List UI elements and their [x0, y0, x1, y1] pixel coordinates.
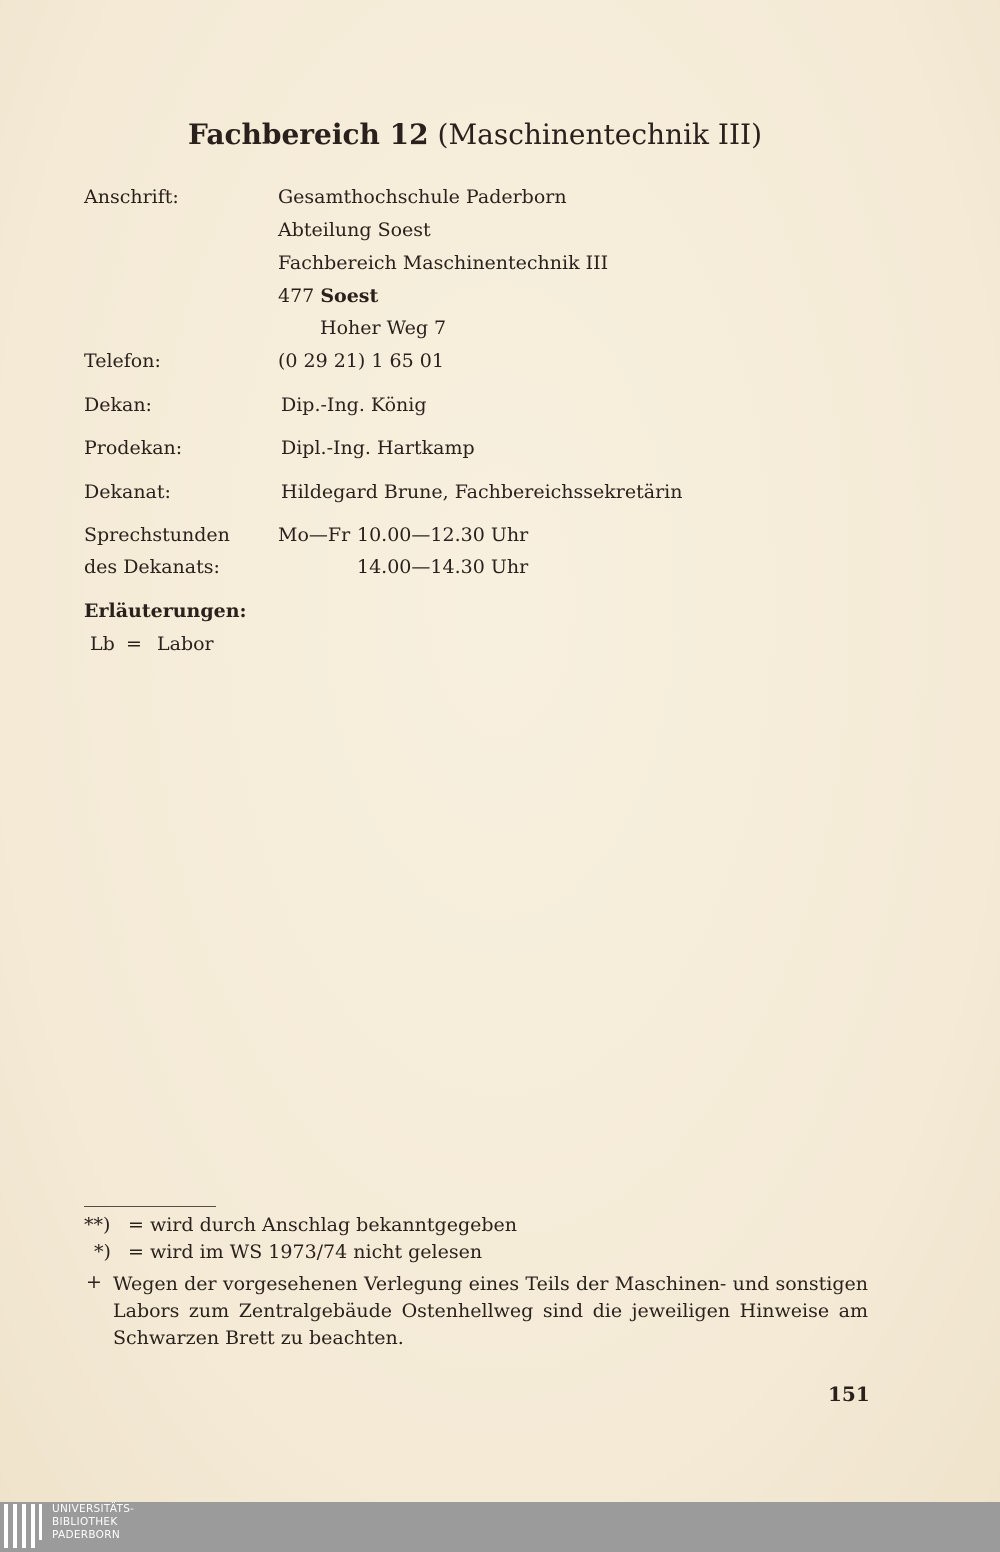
address-label: Anschrift:: [84, 186, 179, 208]
vice-dean-label: Prodekan:: [84, 437, 183, 459]
library-logo-line-1: UNIVERSITÄTS-: [52, 1503, 135, 1515]
address-line-1: Gesamthochschule Paderborn: [278, 186, 567, 208]
address-line-3: Fachbereich Maschinentechnik III: [278, 252, 609, 274]
legend-abbr: Lb: [90, 633, 115, 655]
address-city: Soest: [320, 285, 379, 307]
footnote-2-text: = wird im WS 1973/74 nicht gelesen: [128, 1241, 483, 1263]
phone-label: Telefon:: [84, 350, 161, 372]
footnote-divider: [84, 1206, 216, 1207]
footnote-plus-mark: +: [86, 1271, 102, 1293]
legend-title: Erläuterungen:: [84, 600, 247, 622]
address-line-2: Abteilung Soest: [278, 219, 431, 241]
library-footer-bar: [0, 1502, 1000, 1552]
office-value: Hildegard Brune, Fachbereichssekretärin: [281, 481, 683, 503]
address-city-line: [278, 285, 378, 307]
hours-time-1: 10.00—12.30 Uhr: [357, 524, 529, 546]
title-rest: (Maschinentechnik III): [437, 118, 762, 151]
phone-value: (0 29 21) 1 65 01: [278, 350, 444, 372]
legend-eq: =: [126, 633, 142, 655]
vice-dean-value: Dipl.-Ing. Hartkamp: [281, 437, 475, 459]
dean-label: Dekan:: [84, 394, 152, 416]
page-number: 151: [828, 1382, 870, 1406]
title-bold: Fachbereich 12: [188, 118, 429, 151]
hours-label-1: Sprechstunden: [84, 524, 230, 546]
library-logo-line-3: PADERBORN: [52, 1529, 120, 1541]
dean-value: Dip.-Ing. König: [281, 394, 427, 416]
address-zip: 477: [278, 285, 315, 307]
footnote-1-text: = wird durch Anschlag bekanntgegeben: [128, 1214, 517, 1236]
library-logo-text: [52, 1503, 134, 1542]
address-street: Hoher Weg 7: [320, 317, 447, 339]
hours-days: Mo—Fr: [278, 524, 351, 546]
library-logo-line-2: BIBLIOTHEK: [52, 1516, 118, 1528]
footnote-plus-text: Wegen der vorgesehenen Verlegung eines Teils der Maschinen- und sonstigen Labors zum Zentralgebäude Ostenhellweg sind die jeweiligen Hinweise am Schwarzen Brett zu beachten.: [113, 1273, 868, 1349]
office-label: Dekanat:: [84, 481, 171, 503]
footnote-2-mark: *): [94, 1241, 111, 1263]
page-title: [0, 118, 950, 151]
library-logo-icon: [4, 1504, 46, 1550]
footnote-1-mark: **): [84, 1214, 111, 1236]
hours-label-2: des Dekanats:: [84, 556, 220, 578]
hours-time-2: 14.00—14.30 Uhr: [357, 556, 529, 578]
legend-meaning: Labor: [157, 633, 214, 655]
